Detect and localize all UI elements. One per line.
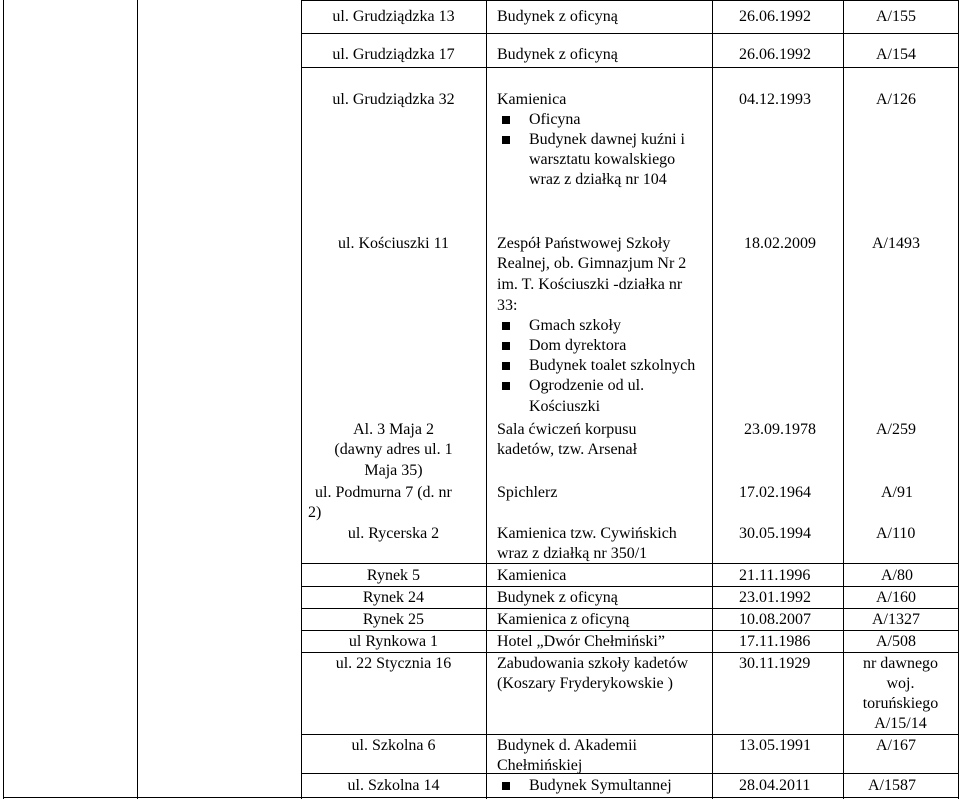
- bottom-border: [3, 797, 959, 798]
- col1-left: [137, 0, 138, 799]
- table-row-address: (dawny adres ul. 1: [334, 441, 453, 458]
- table-row-number: A/259: [876, 421, 916, 438]
- table-row-address: ul. Podmurna 7 (d. nr: [315, 484, 452, 501]
- table-row-address: ul. Grudziądzka 17: [332, 46, 455, 63]
- table-row-date: 17.02.1964: [739, 484, 811, 501]
- table-row-date: 23.01.1992: [739, 589, 811, 606]
- left-border: [3, 0, 4, 799]
- bullet-list: [497, 776, 672, 796]
- table-row-address: ul. Kościuszki 11: [338, 235, 449, 252]
- table-row-number: A/155: [876, 8, 916, 25]
- list-item: Gmach szkoły: [497, 316, 695, 336]
- table-row-date: 26.06.1992: [739, 8, 811, 25]
- row-divider: [301, 586, 959, 587]
- table-row-address: Rynek 24: [362, 589, 425, 606]
- table-row-number: A/80: [881, 567, 913, 584]
- table-row-date: 13.05.1991: [739, 737, 811, 754]
- table-row-date: 30.11.1929: [739, 655, 811, 672]
- table-row-object: Hotel „Dwór Chełmiński”: [497, 633, 665, 650]
- table-row-address: ul. Szkolna 14: [347, 777, 440, 794]
- table-row-number: A/15/14: [874, 715, 927, 732]
- table-row-date: 30.05.1994: [739, 525, 811, 542]
- table-row-object-line: wraz z działką nr 104: [529, 171, 667, 188]
- table-row-number: toruńskiego: [862, 695, 939, 712]
- table-row-address: Rynek 25: [362, 611, 425, 628]
- table-row-date: 04.12.1993: [739, 91, 811, 108]
- row-divider: [301, 33, 959, 34]
- table-row-number: A/160: [876, 589, 916, 606]
- table-row-number: A/154: [876, 46, 916, 63]
- table-row-object-line: (Koszary Fryderykowskie ): [497, 675, 673, 692]
- table-row-object: Kamienica: [497, 567, 567, 584]
- table-row-number: nr dawnego: [862, 655, 939, 672]
- table-row-address: ul. Grudziądzka 13: [332, 8, 455, 25]
- list-item: Budynek Symultannej: [497, 776, 672, 796]
- table-row-number: A/110: [876, 525, 916, 542]
- row-divider: [301, 67, 959, 68]
- list-item: Dom dyrektora: [497, 336, 695, 356]
- col3-left: [486, 0, 487, 799]
- table-row-number: A/1587: [868, 777, 916, 794]
- table-row-object-line: Sala ćwiczeń korpusu: [497, 421, 637, 438]
- table-row-date: 23.09.1978: [744, 421, 816, 438]
- table-row-object: Budynek z oficyną: [497, 46, 618, 63]
- table-row-number: A/91: [881, 484, 913, 501]
- list-item: Budynek toalet szkolnych: [497, 356, 695, 376]
- table-row-object: Kamienica z oficyną: [497, 611, 630, 628]
- bullet-list: [497, 110, 685, 150]
- list-item: Ogrodzenie od ul.: [497, 376, 695, 396]
- row-divider: [301, 773, 959, 774]
- col4-left: [712, 0, 713, 799]
- table-row-address: 2): [308, 504, 322, 521]
- row-divider: [301, 734, 959, 735]
- table-row-number: A/167: [876, 737, 916, 754]
- table-row-date: 28.04.2011: [739, 777, 811, 794]
- right-border: [958, 0, 959, 799]
- list-item: Budynek dawnej kuźni i: [497, 130, 685, 150]
- table-row-date: 10.08.2007: [739, 611, 811, 628]
- col2-left: [301, 0, 302, 799]
- table-row-address: Maja 35): [364, 462, 423, 479]
- table-row-object-line: Chełmińskiej: [497, 757, 583, 774]
- table-row-number: woj.: [886, 675, 915, 692]
- row-divider: [301, 652, 959, 653]
- table-row-object: Budynek z oficyną: [497, 8, 618, 25]
- table-row-object-line: Kościuszki: [529, 398, 601, 415]
- row-divider: [301, 0, 959, 1]
- table-row-object-line: wraz z działką nr 350/1: [497, 545, 648, 562]
- table-row-address: ul. Grudziądzka 32: [332, 91, 455, 108]
- table-row-number: A/126: [876, 91, 916, 108]
- table-row-object-line: Realnej, ob. Gimnazjum Nr 2: [497, 255, 687, 272]
- table-row-address: ul. Szkolna 6: [351, 737, 436, 754]
- table-row-address: ul. 22 Stycznia 16: [335, 655, 452, 672]
- list-item: Oficyna: [497, 110, 685, 130]
- table-row-date: 26.06.1992: [739, 46, 811, 63]
- table-row-object-line: 33:: [497, 297, 518, 314]
- row-divider: [301, 608, 959, 609]
- table-row-object: Kamienica: [497, 91, 567, 108]
- table-row-object-line: Kamienica tzw. Cywińskich: [497, 525, 677, 542]
- table-row-address: Rynek 5: [366, 567, 421, 584]
- bullet-list: [497, 316, 695, 396]
- table-row-address: Al. 3 Maja 2: [353, 421, 434, 438]
- table-row-object-line: Zabudowania szkoły kadetów: [497, 655, 689, 672]
- table-row-object-line: Zespół Państwowej Szkoły: [497, 235, 671, 252]
- table-row-address: ul. Rycerska 2: [347, 525, 440, 542]
- table-row-date: 21.11.1996: [739, 567, 811, 584]
- table-row-object: Spichlerz: [497, 484, 558, 501]
- table-row-object-line: Budynek d. Akademii: [497, 737, 637, 754]
- table-row-number: A/1493: [872, 235, 920, 252]
- table-row-address: ul Rynkowa 1: [348, 633, 439, 650]
- row-divider: [301, 630, 959, 631]
- table-row-number: A/508: [876, 633, 916, 650]
- table-row-number: A/1327: [872, 611, 920, 628]
- table-row-date: 17.11.1986: [739, 633, 811, 650]
- table-row-object-line: im. T. Kościuszki -działka nr: [497, 276, 683, 293]
- table-row-object-line: warsztatu kowalskiego: [529, 151, 676, 168]
- table-row-date: 18.02.2009: [744, 235, 816, 252]
- table-row-object-line: kadetów, tzw. Arsenał: [497, 441, 638, 458]
- table-row-object: Budynek z oficyną: [497, 589, 618, 606]
